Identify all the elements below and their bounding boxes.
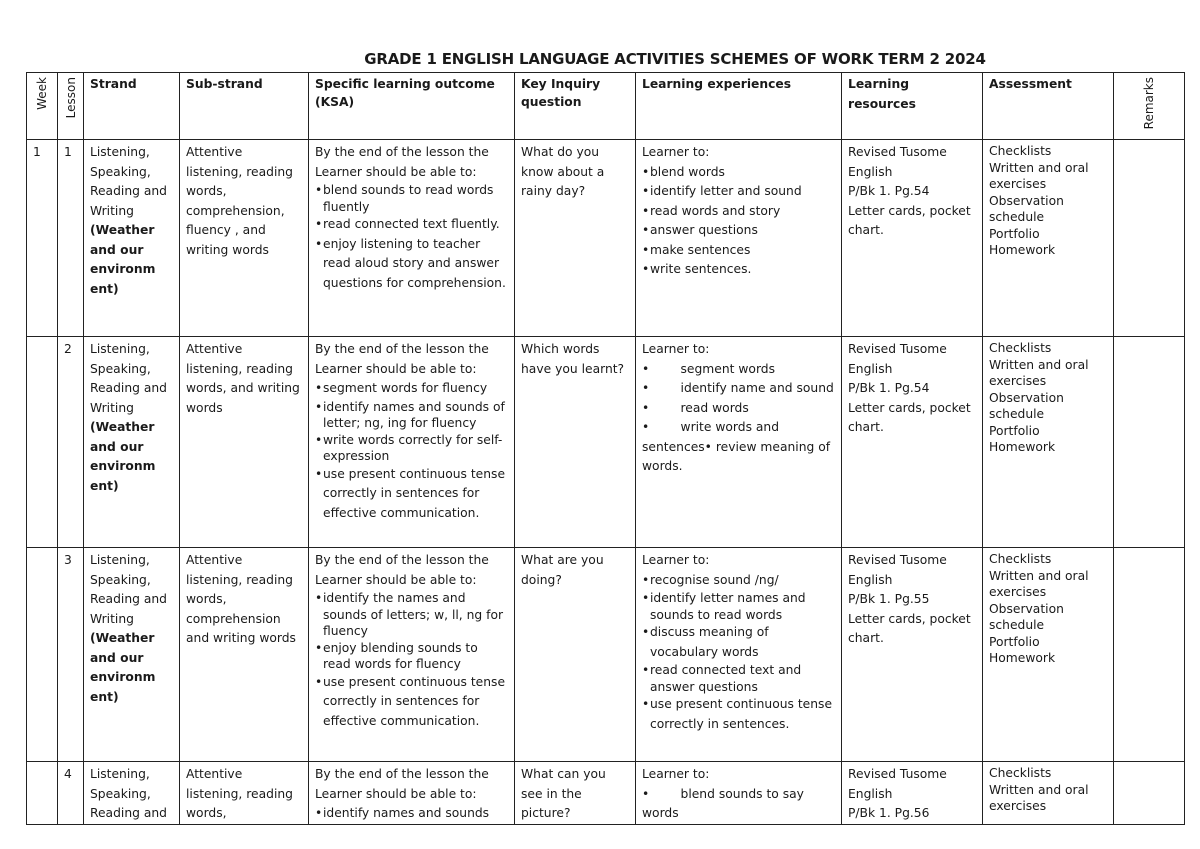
header-resources: Learning resources [842, 73, 983, 140]
list-item: • segment words for fluency [315, 379, 508, 399]
list-item: • discuss meaning of vocabulary words [642, 623, 835, 662]
lesson-cell: 4 [58, 762, 84, 825]
remarks-cell [1114, 762, 1185, 825]
header-row [27, 73, 1185, 140]
remarks-cell [1114, 548, 1185, 762]
list-item: • write sentences. [642, 260, 835, 280]
outcome-cell: By the end of the lesson the Learner should be able to: • segment words for fluency • identify names and sounds of letter; ng, ing for fluency • write words correctly for self-expression • use present continuous tense correctly in sentences for effective communication. [309, 337, 515, 548]
list-item: • use present continuous tense correctly in sentences. [642, 695, 835, 734]
list-item: • identify name and sound [642, 381, 834, 395]
list-item: • read words and story [642, 202, 835, 222]
assessment-cell: Checklists Written and oral exercises Observation schedule Portfolio Homework [983, 337, 1114, 548]
header-inquiry: Key Inquiry question [515, 73, 636, 140]
resources-cell: Revised Tusome English P/Bk 1. Pg.56 [842, 762, 983, 825]
header-outcome: Specific learning outcome (KSA) [309, 73, 515, 140]
remarks-cell [1114, 337, 1185, 548]
header-remarks: Remarks [1114, 73, 1185, 140]
sub-strand-cell: Attentive listening, reading words, comprehension, fluency , and writing words [180, 140, 309, 337]
week-cell: 1 [27, 140, 58, 337]
inquiry-cell: Which words have you learnt? [515, 337, 636, 548]
list-item: • read connected text fluently. [315, 215, 508, 235]
week-cell [27, 762, 58, 825]
remarks-cell [1114, 140, 1185, 337]
strand-cell: Listening, Speaking, Reading and Writing (Weather and our environm ent) [84, 140, 180, 337]
list-item: • identify letter and sound [642, 182, 835, 202]
sub-strand-cell: Attentive listening, reading words, [180, 762, 309, 825]
lesson-cell: 1 [58, 140, 84, 337]
inquiry-cell: What can you see in the picture? [515, 762, 636, 825]
list-item: • segment words [642, 361, 776, 376]
list-item: • enjoy listening to teacher read aloud story and answer questions for comprehension. [315, 235, 508, 294]
resources-cell: Revised Tusome English P/Bk 1. Pg.54 Letter cards, pocket chart. [842, 337, 983, 548]
outcome-cell: By the end of the lesson the Learner should be able to: • blend sounds to read words fluently • read connected text fluently. • enjoy listening to teacher read aloud story and answer questions for comprehension. [309, 140, 515, 337]
experiences-cell: Learner to: • blend words • identify letter and sound • read words and story • answer questions • make sentences • write sentences. [636, 140, 842, 337]
list-item: • write words and sentences• review meaning of words. [642, 420, 834, 473]
inquiry-cell: What do you know about a rainy day? [515, 140, 636, 337]
strand-cell: Listening, Speaking, Reading and [84, 762, 180, 825]
list-item: • identify the names and sounds of letters; w, ll, ng for fluency [315, 590, 508, 640]
list-item: • identify names and sounds of letter; ng, ing for fluency [315, 399, 508, 432]
table-row [27, 548, 1185, 762]
assessment-cell: Checklists Written and oral exercises Observation schedule Portfolio Homework [983, 548, 1114, 762]
list-item: • blend sounds to say words [642, 786, 808, 820]
inquiry-cell: What are you doing? [515, 548, 636, 762]
strand-cell: Listening, Speaking, Reading and Writing (Weather and our environm ent) [84, 337, 180, 548]
list-item: • answer questions [642, 221, 835, 241]
list-item: • use present continuous tense correctly in sentences for effective communication. [315, 673, 508, 732]
assessment-cell: Checklists Written and oral exercises Observation schedule Portfolio Homework [983, 140, 1114, 337]
experiences-cell: Learner to: • blend sounds to say words [636, 762, 842, 825]
strand-cell: Listening, Speaking, Reading and Writing (Weather and our environm ent) [84, 548, 180, 762]
header-strand: Strand [84, 73, 180, 140]
list-item: • blend words [642, 163, 835, 183]
list-item: • recognise sound /ng/ [642, 571, 835, 591]
list-item: • identify letter names and sounds to read words [642, 590, 835, 623]
assessment-cell: Checklists Written and oral exercises [983, 762, 1114, 825]
outcome-cell: By the end of the lesson the Learner should be able to: • identify the names and sounds of letters; w, ll, ng for fluency • enjoy blending sounds to read words for fluency • use present continuous tense correctly in sentences for effective communication. [309, 548, 515, 762]
list-item: • read words [642, 400, 749, 415]
table-row [27, 337, 1185, 548]
list-item: • write words correctly for self-expression [315, 432, 508, 465]
scheme-table [26, 72, 1185, 825]
week-cell [27, 548, 58, 762]
list-item: • enjoy blending sounds to read words for fluency [315, 640, 508, 673]
header-week: Week [27, 73, 58, 140]
list-item: • blend sounds to read words fluently [315, 182, 508, 215]
sub-strand-cell: Attentive listening, reading words, and writing words [180, 337, 309, 548]
table-row [27, 762, 1185, 825]
experiences-cell: Learner to: • segment words • identify name and sound • read words • write words and sentences• review meaning of words. [636, 337, 842, 548]
week-cell [27, 337, 58, 548]
header-assessment: Assessment [983, 73, 1114, 140]
resources-cell: Revised Tusome English P/Bk 1. Pg.54 Letter cards, pocket chart. [842, 140, 983, 337]
list-item: • make sentences [642, 241, 835, 261]
header-lesson: Lesson [58, 73, 84, 140]
sub-strand-cell: Attentive listening, reading words, comprehension and writing words [180, 548, 309, 762]
lesson-cell: 2 [58, 337, 84, 548]
header-sub-strand: Sub-strand [180, 73, 309, 140]
list-item: • identify names and sounds [315, 804, 508, 824]
experiences-cell: Learner to: • recognise sound /ng/ • identify letter names and sounds to read words • discuss meaning of vocabulary words • read connected text and answer questions • use present continuous tense correctly in sentences. [636, 548, 842, 762]
table-row [27, 140, 1185, 337]
list-item: • read connected text and answer questions [642, 662, 835, 695]
header-experiences: Learning experiences [636, 73, 842, 140]
list-item: • use present continuous tense correctly in sentences for effective communication. [315, 465, 508, 524]
document-title: GRADE 1 ENGLISH LANGUAGE ACTIVITIES SCHEMES OF WORK TERM 2 2024 [364, 50, 986, 68]
resources-cell: Revised Tusome English P/Bk 1. Pg.55 Letter cards, pocket chart. [842, 548, 983, 762]
lesson-cell: 3 [58, 548, 84, 762]
outcome-cell: By the end of the lesson the Learner should be able to: • identify names and sounds [309, 762, 515, 825]
